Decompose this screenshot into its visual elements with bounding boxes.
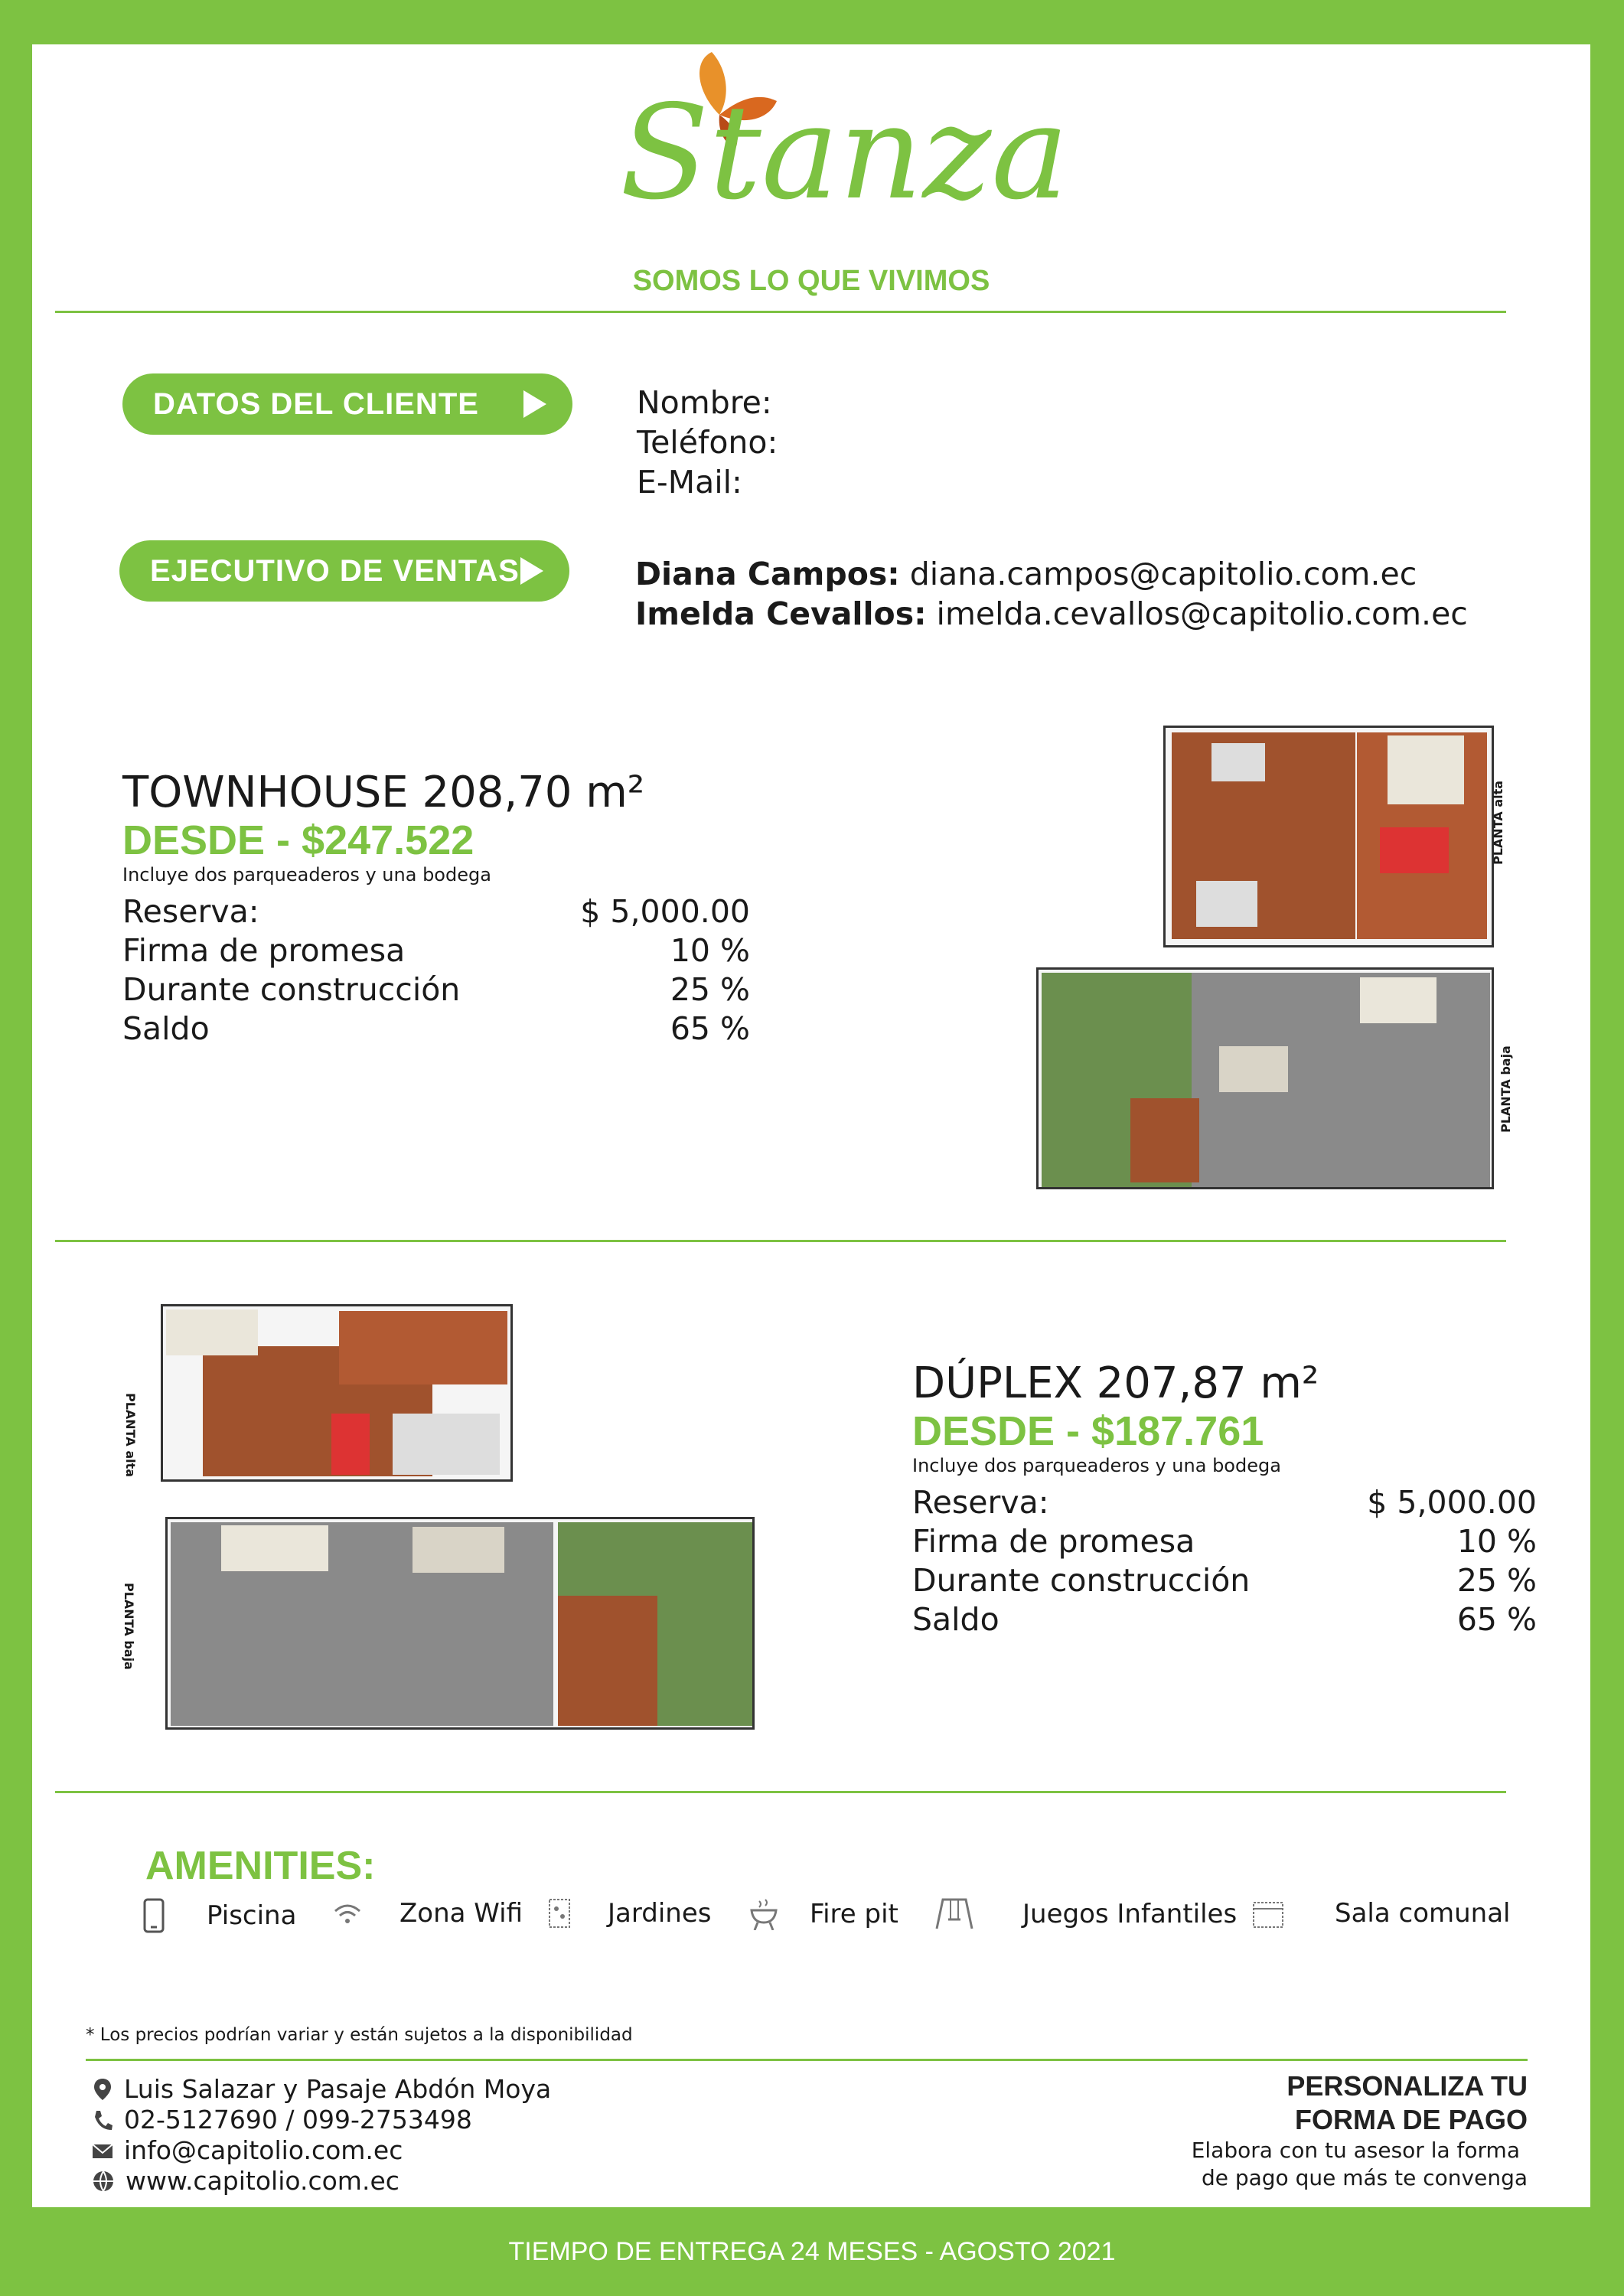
phone-line: 02-5127690 / 099-2753498 bbox=[92, 2105, 551, 2135]
divider bbox=[55, 311, 1506, 313]
web-line: www.capitolio.com.ec bbox=[92, 2166, 551, 2197]
cta-title: FORMA DE PAGO bbox=[1295, 2104, 1528, 2135]
amenity-wifi: Zona Wifi bbox=[332, 1898, 523, 1929]
townhouse-lower-plan bbox=[1036, 967, 1494, 1189]
agent-1-email[interactable]: diana.campos@capitolio.com.ec bbox=[909, 556, 1417, 592]
payment-row: Firma de promesa 10 % bbox=[122, 932, 750, 969]
disclaimer: * Los precios podrían variar y están sujetos a la disponibilidad bbox=[86, 2025, 633, 2045]
calendar-icon bbox=[1252, 1898, 1284, 1929]
swing-icon bbox=[934, 1898, 975, 1930]
amenities-title: AMENITIES: bbox=[145, 1844, 376, 1888]
logo-text: Stanza bbox=[620, 77, 1069, 229]
delivery-text: TIEMPO DE ENTREGA 24 MESES - AGOSTO 2021 bbox=[508, 2236, 1116, 2266]
payment-row: Saldo 65 % bbox=[912, 1601, 1537, 1638]
sales-label: EJECUTIVO DE VENTAS bbox=[119, 540, 569, 602]
garden-icon bbox=[548, 1898, 571, 1929]
wifi-icon bbox=[332, 1902, 363, 1925]
agent-1: Diana Campos: diana.campos@capitolio.com.ec bbox=[635, 556, 1417, 592]
agent-2: Imelda Cevallos: imelda.cevallos@capitolio.com.ec bbox=[635, 595, 1468, 632]
duplex-info bbox=[912, 1359, 1537, 1639]
phone-handset-icon bbox=[92, 2108, 113, 2132]
client-name-field[interactable]: Nombre: bbox=[637, 384, 772, 421]
duplex-upper-plan bbox=[161, 1304, 513, 1482]
divider bbox=[55, 1791, 1506, 1793]
tagline: SOMOS LO QUE VIVIMOS bbox=[632, 265, 990, 297]
cta-title: PERSONALIZA TU bbox=[1286, 2070, 1528, 2102]
amenity-piscina: Piscina bbox=[142, 1898, 296, 1933]
amenity-jardines: Jardines bbox=[548, 1898, 711, 1929]
footer-contacts bbox=[92, 2074, 551, 2197]
amenity-sala: Sala comunal bbox=[1252, 1898, 1511, 1929]
townhouse-note: Incluye dos parqueaderos y una bodega bbox=[122, 864, 491, 885]
payment-row: Durante construcción 25 % bbox=[122, 971, 750, 1008]
client-label: DATOS DEL CLIENTE bbox=[122, 373, 572, 435]
duplex-price: DESDE - $187.761 bbox=[912, 1408, 1264, 1454]
amenity-juegos: Juegos Infantiles bbox=[934, 1898, 1237, 1930]
townhouse-lower-label: PLANTA baja bbox=[1498, 1045, 1513, 1133]
delivery-bar bbox=[0, 2207, 1624, 2296]
brand-logo bbox=[605, 46, 1069, 245]
phone-icon bbox=[142, 1898, 165, 1933]
client-email-field[interactable]: E-Mail: bbox=[637, 464, 742, 501]
townhouse-title: TOWNHOUSE 208,70 m² bbox=[122, 768, 645, 817]
townhouse-upper-label: PLANTA alta bbox=[1491, 780, 1505, 865]
play-icon bbox=[520, 557, 543, 585]
location-pin-icon bbox=[92, 2077, 113, 2102]
duplex-upper-label: PLANTA alta bbox=[123, 1393, 138, 1478]
divider bbox=[55, 1240, 1506, 1242]
envelope-icon bbox=[92, 2138, 113, 2163]
duplex-lower-plan bbox=[165, 1517, 755, 1730]
amenity-firepit: Fire pit bbox=[748, 1898, 898, 1930]
payment-row: Reserva: $ 5,000.00 bbox=[912, 1484, 1537, 1521]
email-line: info@capitolio.com.ec bbox=[92, 2135, 551, 2166]
address-line: Luis Salazar y Pasaje Abdón Moya bbox=[92, 2074, 551, 2105]
duplex-lower-label: PLANTA baja bbox=[122, 1583, 136, 1670]
cta-text: Elabora con tu asesor la forma bbox=[1191, 2138, 1520, 2163]
payment-row: Reserva: $ 5,000.00 bbox=[122, 893, 750, 930]
client-fields bbox=[637, 383, 778, 502]
townhouse-info bbox=[122, 768, 750, 1049]
duplex-title: DÚPLEX 207,87 m² bbox=[912, 1358, 1319, 1408]
payment-row: Durante construcción 25 % bbox=[912, 1562, 1537, 1599]
duplex-note: Incluye dos parqueaderos y una bodega bbox=[912, 1455, 1281, 1476]
agent-2-email[interactable]: imelda.cevallos@capitolio.com.ec bbox=[936, 595, 1468, 632]
grill-icon bbox=[748, 1898, 779, 1930]
play-icon bbox=[523, 390, 546, 418]
client-phone-field[interactable]: Teléfono: bbox=[637, 424, 778, 461]
payment-row: Firma de promesa 10 % bbox=[912, 1523, 1537, 1560]
payment-cta bbox=[1110, 2069, 1528, 2192]
sales-agents bbox=[635, 554, 1468, 634]
divider bbox=[86, 2059, 1528, 2061]
cta-text: de pago que más te convenga bbox=[1201, 2165, 1528, 2190]
globe-icon bbox=[92, 2169, 115, 2193]
townhouse-price: DESDE - $247.522 bbox=[122, 817, 474, 863]
payment-row: Saldo 65 % bbox=[122, 1010, 750, 1047]
townhouse-upper-plan bbox=[1163, 726, 1494, 947]
